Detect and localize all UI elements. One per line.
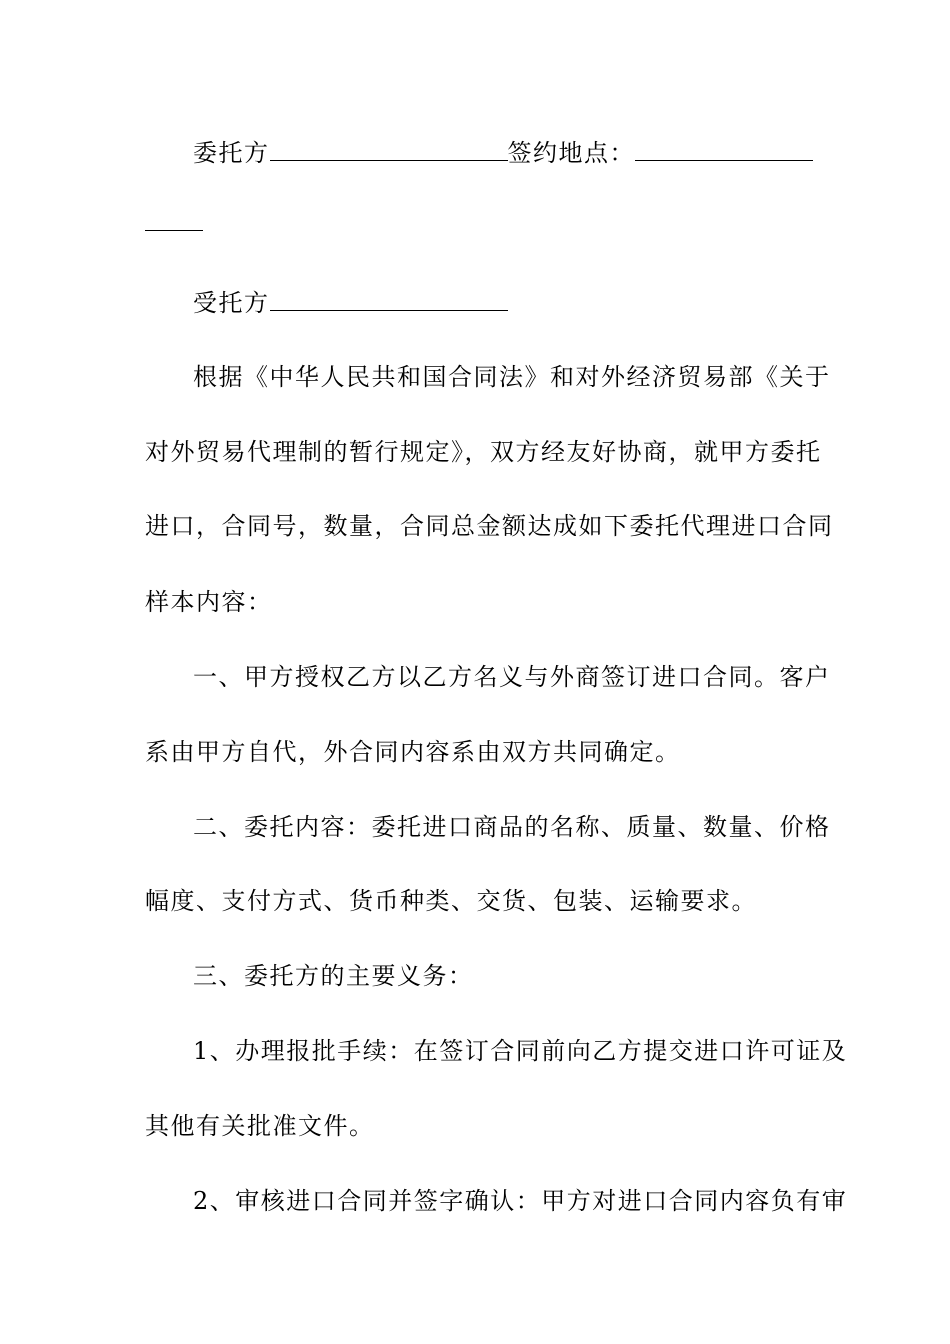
signing-place-blank-continued-line	[145, 208, 825, 238]
item-2-line: 2、审核进口合同并签字确认：甲方对进口合同内容负有审	[193, 1187, 848, 1215]
clause-1-line: 系由甲方自代，外合同内容系由双方共同确定。	[145, 738, 681, 766]
client-label: 委托方	[193, 139, 270, 167]
trustee-label: 受托方	[193, 289, 270, 317]
clause-2-line: 二、委托内容：委托进口商品的名称、质量、数量、价格	[193, 813, 831, 841]
paragraph-line: 进口，合同号，数量，合同总金额达成如下委托代理进口合同	[145, 512, 834, 540]
paragraph-line: 对外贸易代理制的暂行规定》，双方经友好协商，就甲方委托	[145, 438, 822, 466]
signing-place-blank	[635, 138, 813, 161]
signing-place-blank-continued	[145, 208, 203, 231]
paragraph-line: 样本内容：	[145, 588, 273, 616]
clause-2-line: 幅度、支付方式、货币种类、交货、包装、运输要求。	[145, 887, 757, 915]
clause-3-title: 三、委托方的主要义务：	[193, 962, 474, 990]
trustee-line	[193, 288, 873, 318]
clause-1-line: 一、甲方授权乙方以乙方名义与外商签订进口合同。客户	[193, 663, 831, 691]
item-1-line: 1、办理报批手续：在签订合同前向乙方提交进口许可证及	[193, 1037, 848, 1065]
paragraph-line: 根据《中华人民共和国合同法》和对外经济贸易部《关于	[193, 363, 831, 391]
item-1-line: 其他有关批准文件。	[145, 1112, 375, 1140]
signing-place-label: 签约地点：	[507, 139, 635, 167]
trustee-blank	[270, 288, 508, 311]
client-line	[193, 138, 873, 168]
client-blank	[270, 138, 508, 161]
